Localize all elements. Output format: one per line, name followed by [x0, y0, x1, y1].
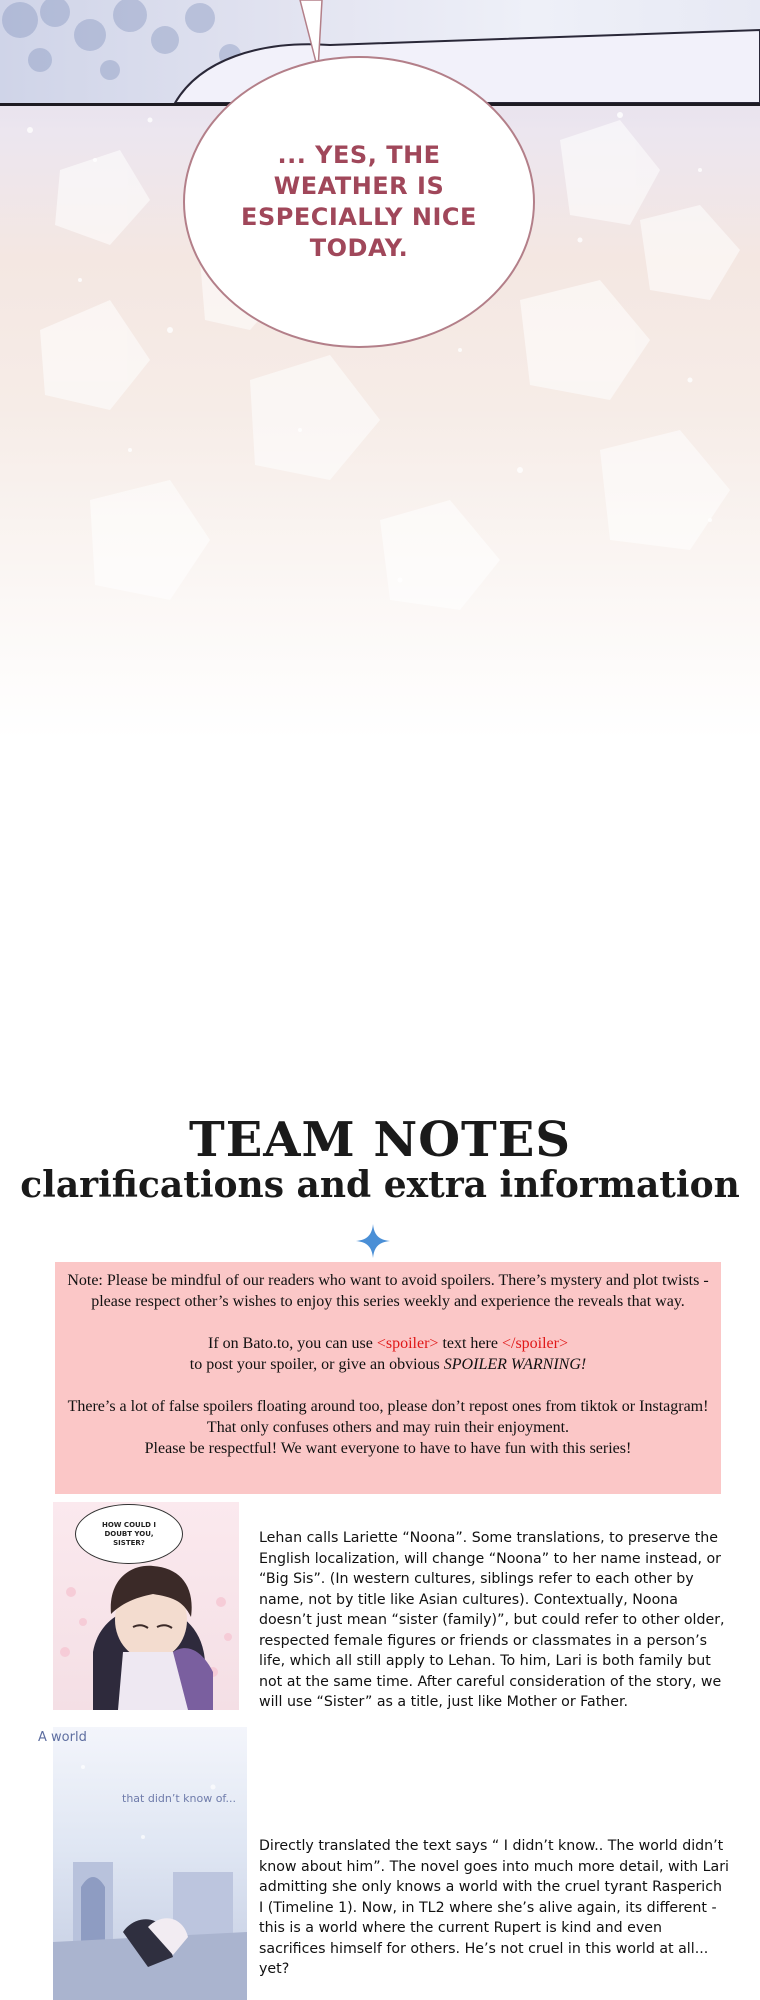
comic-panel	[0, 0, 760, 740]
image-caption-didnt-know: that didn’t know of...	[122, 1792, 236, 1805]
speech-bubble	[183, 56, 535, 348]
team-notes-subtitle: clarifications and extra information	[20, 1164, 740, 1206]
bato-instructions-line1	[59, 1333, 717, 1354]
speech-bubble-text: ... YES, THE WEATHER IS ESPECIALLY NICE TODAY.	[241, 141, 477, 262]
team-notes-title: TEAM NOTES	[188, 1112, 572, 1168]
spoiler-close-tag: </spoiler>	[501, 1335, 569, 1352]
image-speech-bubble-text: HOW COULD I DOUBT YOU, SISTER?	[101, 1520, 157, 1547]
image-speech-bubble	[75, 1504, 183, 1564]
note-image-world	[53, 1727, 247, 2000]
bato-middle: text here	[438, 1335, 502, 1352]
four-point-star-icon	[356, 1224, 390, 1258]
bato-instructions-line2	[59, 1354, 717, 1375]
noona-note-text: Lehan calls Lariette “Noona”. Some translations, to preserve the English localization, will change “Noona” to her name instead, or “Big Sis”. (In western cultures, siblings refer to each other by name, not by title like Asian cultures). Contextually, Noona doesn’t just mean “sister (family)”, but could refer to other older, respected female figures or friends or classmates in a person’s life, which all still apply to Lehan. To him, Lari is both family but not at the same time. After careful consideration of the story, we will use “Sister” as a title, just like Mother or Father.	[259, 1530, 725, 1710]
bato-prefix: If on Bato.to, you can use	[207, 1335, 377, 1352]
spoiler-warning-text: SPOILER WARNING!	[443, 1356, 587, 1373]
bato-line2-prefix: to post your spoiler, or give an obvious	[189, 1356, 444, 1373]
image-caption-a-world: A world	[38, 1730, 87, 1745]
be-respectful-text: Please be respectful! We want everyone to have to have fun with this series!	[144, 1440, 632, 1457]
spoiler-open-tag: <spoiler>	[376, 1335, 439, 1352]
world-note-text: Directly translated the text says “ I didn’t know.. The world didn’t know about him”. The novel goes into much more detail, with Lari admitting she only knows a world with the cruel tyrant Rasperich I (Timeline 1). Now, in TL2 where she’s alive again, its different - this is a world where the current Rupert is kind and even sacrifices himself for others. He’s not cruel in this world at all... yet?	[259, 1838, 729, 1977]
spoiler-note-text: Note: Please be mindful of our readers who want to avoid spoilers. There’s mystery and plot twists - please respect other’s wishes to enjoy this series weekly and experience the reveals that way.	[67, 1272, 709, 1310]
note-image-lehan	[53, 1502, 239, 1710]
spoiler-notice-box	[55, 1262, 721, 1494]
world-illustration	[53, 1727, 247, 2000]
false-spoilers-text: There’s a lot of false spoilers floating around too, please don’t repost ones from tiktok or Instagram! That only confuses others and may ruin their enjoyment.	[67, 1398, 709, 1436]
